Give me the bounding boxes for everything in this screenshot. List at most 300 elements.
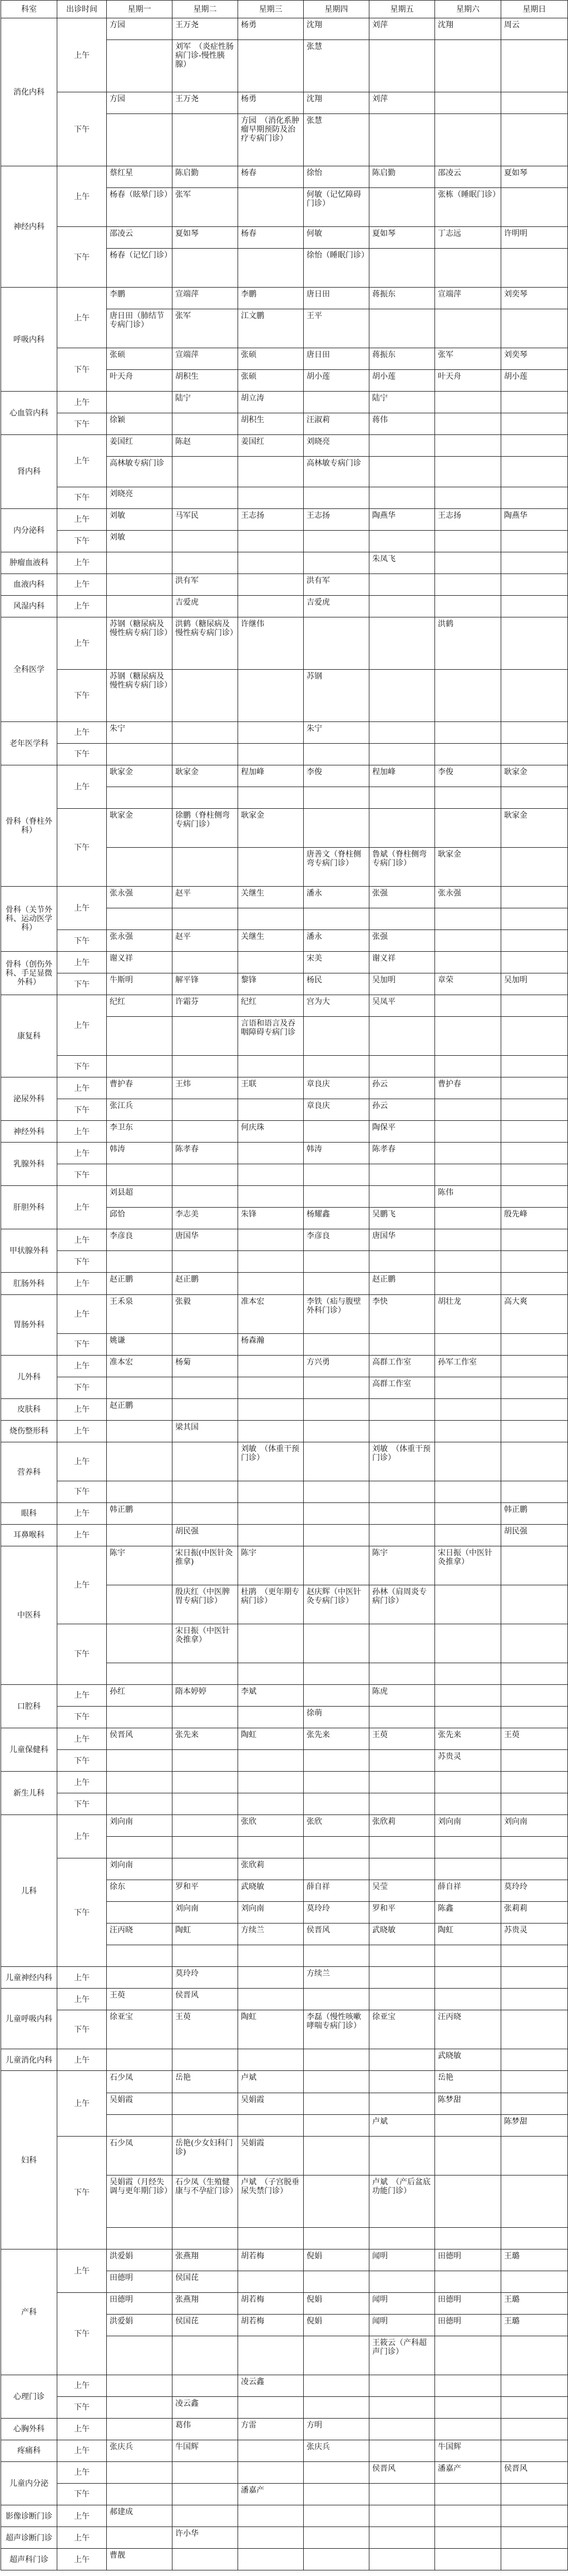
doctor-cell: 牛国辉 — [172, 2440, 238, 2461]
doctor-cell — [501, 413, 568, 435]
doctor-cell: 李彦良 — [107, 1229, 172, 1251]
doctor-cell — [107, 2049, 172, 2071]
doctor-cell — [304, 2175, 369, 2227]
doctor-cell: 苏贵灵 — [435, 1750, 501, 1772]
doctor-cell — [304, 617, 369, 669]
doctor-cell — [238, 1398, 304, 1420]
department-cell: 呼吸内科 — [1, 288, 57, 392]
doctor-cell: 李快 — [369, 1294, 435, 1333]
doctor-cell — [369, 2227, 435, 2249]
department-cell: 肛肠外科 — [1, 1273, 57, 1294]
doctor-cell — [172, 952, 238, 973]
doctor-cell: 侯晋风 — [304, 1924, 369, 1945]
schedule-row — [1, 348, 568, 370]
doctor-cell — [172, 530, 238, 552]
doctor-cell: 倪娟 — [304, 2314, 369, 2336]
doctor-cell — [501, 2527, 568, 2549]
schedule-row — [1, 552, 568, 573]
doctor-cell — [172, 1017, 238, 1056]
doctor-cell: 朱宁 — [304, 721, 369, 743]
department-cell: 超声诊断门诊 — [1, 2527, 57, 2549]
doctor-cell — [369, 2396, 435, 2418]
doctor-cell — [107, 2527, 172, 2549]
session-cell: 上午 — [57, 573, 107, 595]
session-cell: 下午 — [57, 930, 107, 952]
schedule-row — [1, 1121, 568, 1143]
doctor-cell — [107, 1377, 172, 1398]
doctor-cell — [501, 2483, 568, 2505]
doctor-cell — [435, 552, 501, 573]
doctor-cell — [304, 1164, 369, 1186]
doctor-cell — [304, 1420, 369, 1442]
doctor-cell: 杨勇 — [238, 18, 304, 40]
doctor-cell — [435, 1502, 501, 1524]
doctor-cell — [369, 1333, 435, 1355]
doctor-cell — [435, 1772, 501, 1793]
doctor-cell — [501, 886, 568, 908]
department-cell: 心胸外科 — [1, 2418, 57, 2440]
doctor-cell — [304, 552, 369, 573]
doctor-cell: 汪丙晓 — [435, 2010, 501, 2049]
doctor-cell — [435, 930, 501, 952]
doctor-cell: 孙云 — [369, 1099, 435, 1121]
doctor-cell — [501, 1684, 568, 1706]
department-cell: 影像诊断门诊 — [1, 2505, 57, 2527]
department-cell: 耳鼻喉科 — [1, 1524, 57, 1546]
doctor-cell — [304, 2227, 369, 2249]
doctor-cell: 侯国芘 — [172, 2314, 238, 2336]
header-tuesday: 星期二 — [172, 1, 238, 18]
doctor-cell — [238, 847, 304, 886]
doctor-cell — [435, 435, 501, 457]
session-cell: 下午 — [57, 669, 107, 721]
doctor-cell: 葛伟 — [172, 2418, 238, 2440]
doctor-cell: 王禾泉 — [107, 1294, 172, 1333]
doctor-cell — [435, 669, 501, 721]
doctor-cell — [304, 1663, 369, 1684]
doctor-cell: 徐东 — [107, 1880, 172, 1902]
doctor-cell — [369, 2049, 435, 2071]
doctor-cell: 王璐 — [501, 2249, 568, 2271]
doctor-cell — [369, 573, 435, 595]
schedule-row — [1, 2010, 568, 2049]
doctor-cell: 石少凤 — [107, 2136, 172, 2175]
schedule-row — [1, 2505, 568, 2527]
doctor-cell — [304, 2136, 369, 2175]
doctor-cell: 耿家金 — [238, 808, 304, 847]
doctor-cell: 孙军工作室 — [435, 1355, 501, 1377]
doctor-cell — [107, 1017, 172, 1056]
doctor-cell — [501, 1251, 568, 1273]
session-cell: 上午 — [57, 1186, 107, 1229]
header-thursday: 星期四 — [304, 1, 369, 18]
doctor-cell — [435, 530, 501, 552]
session-cell: 下午 — [57, 1750, 107, 1772]
doctor-cell — [501, 1143, 568, 1164]
session-cell: 上午 — [57, 1815, 107, 1858]
session-cell: 下午 — [57, 973, 107, 995]
doctor-cell: 唐日田 — [304, 348, 369, 370]
session-cell: 上午 — [57, 595, 107, 617]
doctor-cell — [501, 2505, 568, 2527]
department-cell: 甲状腺外科 — [1, 1229, 57, 1273]
doctor-cell: 赵正鹏 — [172, 1273, 238, 1294]
doctor-cell — [501, 1858, 568, 1880]
doctor-cell — [107, 1837, 172, 1858]
doctor-cell — [238, 2549, 304, 2570]
doctor-cell: 洪爱娟 — [107, 2314, 172, 2336]
doctor-cell: 方兴勇 — [304, 1355, 369, 1377]
doctor-cell: 王平 — [304, 309, 369, 348]
schedule-row — [1, 1143, 568, 1164]
department-cell: 血液内科 — [1, 573, 57, 595]
doctor-cell — [435, 908, 501, 929]
doctor-cell: 李俊 — [435, 765, 501, 787]
doctor-cell: 潘嘉产 — [435, 2461, 501, 2483]
doctor-cell — [107, 392, 172, 413]
doctor-cell — [107, 1772, 172, 1793]
doctor-cell — [435, 2483, 501, 2505]
doctor-cell — [501, 2227, 568, 2249]
session-cell: 下午 — [57, 2010, 107, 2049]
doctor-cell — [435, 1442, 501, 1481]
session-cell: 下午 — [57, 530, 107, 552]
doctor-cell — [238, 908, 304, 929]
doctor-cell: 陶虹 — [238, 2010, 304, 2049]
doctor-cell: 胡立涛 — [238, 392, 304, 413]
doctor-cell: 张江兵 — [107, 1099, 172, 1121]
doctor-cell — [107, 1663, 172, 1684]
doctor-cell: 杨春（记忆门诊） — [107, 249, 172, 288]
doctor-cell — [304, 1684, 369, 1706]
doctor-cell — [238, 2461, 304, 2483]
schedule-row — [1, 1398, 568, 1420]
doctor-cell: 章良庆 — [304, 1077, 369, 1099]
doctor-cell — [238, 1663, 304, 1684]
doctor-cell — [369, 2440, 435, 2461]
schedule-row — [1, 288, 568, 309]
doctor-cell — [501, 721, 568, 743]
doctor-cell: 李鹏 — [238, 288, 304, 309]
doctor-cell — [107, 2461, 172, 2483]
doctor-cell: 陈梦甜 — [501, 2114, 568, 2136]
doctor-cell: 薛自祥 — [435, 1880, 501, 1902]
doctor-cell — [369, 721, 435, 743]
doctor-cell — [501, 40, 568, 92]
doctor-cell: 吴莹 — [369, 1880, 435, 1902]
doctor-cell — [238, 573, 304, 595]
doctor-cell — [172, 1663, 238, 1684]
department-cell: 康复科 — [1, 995, 57, 1077]
doctor-cell — [501, 669, 568, 721]
doctor-cell — [172, 787, 238, 808]
doctor-cell — [238, 2271, 304, 2292]
session-cell: 上午 — [57, 1967, 107, 1989]
schedule-row — [1, 1967, 568, 1989]
doctor-cell: 刘萍 — [369, 18, 435, 40]
doctor-cell: 卢斌 （产后盆底功能门诊） — [369, 2175, 435, 2227]
doctor-cell: 王志扬 — [304, 508, 369, 530]
doctor-cell — [501, 908, 568, 929]
doctor-cell — [369, 2549, 435, 2570]
schedule-row — [1, 1355, 568, 1377]
schedule-row — [1, 2249, 568, 2271]
doctor-cell — [304, 908, 369, 929]
doctor-cell: 罗和平 — [369, 1902, 435, 1924]
session-cell: 上午 — [57, 2505, 107, 2527]
schedule-row — [1, 1186, 568, 1208]
doctor-cell — [107, 1945, 172, 1967]
doctor-cell: 杨春 — [238, 166, 304, 188]
doctor-cell — [435, 1143, 501, 1164]
doctor-cell: 胡若梅 — [238, 2314, 304, 2336]
doctor-cell — [238, 1750, 304, 1772]
doctor-cell — [238, 1251, 304, 1273]
doctor-cell — [238, 1420, 304, 1442]
doctor-cell: 王志扬 — [435, 508, 501, 530]
doctor-cell: 宋美 — [304, 952, 369, 973]
doctor-cell — [238, 188, 304, 227]
schedule-row — [1, 1772, 568, 1793]
doctor-cell — [435, 1420, 501, 1442]
doctor-cell — [238, 1524, 304, 1546]
doctor-cell — [501, 1945, 568, 1967]
doctor-cell: 王萸 — [172, 2010, 238, 2049]
doctor-cell: 徐怡 — [304, 166, 369, 188]
doctor-cell — [435, 1164, 501, 1186]
doctor-cell — [435, 2396, 501, 2418]
doctor-cell — [369, 1989, 435, 2010]
doctor-cell — [435, 1945, 501, 1967]
doctor-cell — [501, 1967, 568, 1989]
schedule-row — [1, 1420, 568, 1442]
session-cell: 上午 — [57, 552, 107, 573]
doctor-cell — [304, 1524, 369, 1546]
doctor-cell: 吴娟霞 — [107, 2093, 172, 2114]
department-cell: 老年医学科 — [1, 721, 57, 765]
doctor-cell: 曹护春 — [435, 1077, 501, 1099]
doctor-cell: 陈启勤 — [172, 166, 238, 188]
doctor-cell — [369, 1502, 435, 1524]
session-cell: 上午 — [57, 2440, 107, 2461]
doctor-cell — [501, 787, 568, 808]
doctor-cell: 张庆兵 — [107, 2440, 172, 2461]
doctor-cell: 洪有军 — [172, 573, 238, 595]
doctor-cell — [107, 743, 172, 765]
doctor-cell: 准本宏 — [238, 1294, 304, 1333]
session-cell: 上午 — [57, 1398, 107, 1420]
doctor-cell: 夏如琴 — [501, 166, 568, 188]
doctor-cell: 邱恰 — [107, 1208, 172, 1229]
doctor-cell — [107, 1481, 172, 1502]
doctor-cell: 苏钢 — [304, 669, 369, 721]
doctor-cell: 蒋伟 — [369, 413, 435, 435]
doctor-cell: 莫玲玲 — [304, 1902, 369, 1924]
schedule-row — [1, 617, 568, 669]
doctor-cell — [238, 2049, 304, 2071]
schedule-row — [1, 1294, 568, 1333]
doctor-cell — [304, 2271, 369, 2292]
doctor-cell — [304, 2527, 369, 2549]
doctor-cell — [435, 808, 501, 847]
doctor-cell: 杨勇 — [238, 92, 304, 114]
doctor-cell: 方园 — [107, 92, 172, 114]
doctor-cell: 韩正鹏 — [107, 1502, 172, 1524]
doctor-cell — [304, 1377, 369, 1398]
doctor-cell: 谢义祥 — [107, 952, 172, 973]
department-cell: 中医科 — [1, 1546, 57, 1684]
doctor-cell — [304, 787, 369, 808]
doctor-cell — [107, 2418, 172, 2440]
doctor-cell — [172, 1121, 238, 1143]
doctor-cell — [369, 1251, 435, 1273]
doctor-cell: 胡小莲 — [501, 370, 568, 392]
department-cell: 超声科门诊 — [1, 2549, 57, 2570]
doctor-cell — [304, 530, 369, 552]
doctor-cell: 杨春 — [238, 227, 304, 249]
doctor-cell — [501, 1442, 568, 1481]
department-cell: 全科医学 — [1, 617, 57, 721]
doctor-cell — [238, 2527, 304, 2549]
schedule-row — [1, 227, 568, 249]
doctor-cell: 李鹏 — [107, 288, 172, 309]
schedule-row — [1, 2071, 568, 2093]
doctor-cell — [172, 1377, 238, 1398]
doctor-cell — [238, 669, 304, 721]
doctor-cell: 田德明 — [435, 2249, 501, 2271]
doctor-cell: 张军 — [172, 188, 238, 227]
doctor-cell: 言语和语言及吞咽障碍专病门诊 — [238, 1017, 304, 1056]
doctor-cell: 方续兰 — [238, 1924, 304, 1945]
doctor-cell — [501, 1706, 568, 1728]
doctor-cell: 解平锋 — [172, 973, 238, 995]
doctor-cell — [238, 552, 304, 573]
session-cell: 上午 — [57, 1121, 107, 1143]
department-cell: 儿童内分泌 — [1, 2461, 57, 2505]
doctor-cell — [501, 2071, 568, 2093]
session-cell: 下午 — [57, 1624, 107, 1684]
doctor-cell: 苏钢（糖尿病及慢性病专病门诊） — [107, 669, 172, 721]
doctor-cell — [435, 1793, 501, 1815]
doctor-cell: 杜鹃 （更年期专病门诊） — [238, 1585, 304, 1624]
doctor-cell — [501, 1355, 568, 1377]
doctor-cell — [172, 2549, 238, 2570]
doctor-cell — [304, 1017, 369, 1056]
doctor-cell — [107, 1585, 172, 1624]
schedule-row — [1, 973, 568, 995]
schedule-row — [1, 1056, 568, 1077]
doctor-cell — [501, 2336, 568, 2375]
header-dept: 科室 — [1, 1, 57, 18]
doctor-cell: 陈梦甜 — [435, 2093, 501, 2114]
doctor-cell — [435, 1858, 501, 1880]
schedule-row — [1, 2440, 568, 2461]
doctor-cell — [435, 2227, 501, 2249]
session-cell: 上午 — [57, 1772, 107, 1793]
doctor-cell: 徐萌 — [304, 1706, 369, 1728]
doctor-cell — [172, 2461, 238, 2483]
doctor-cell — [172, 2093, 238, 2114]
doctor-cell — [304, 1502, 369, 1524]
doctor-cell: 刘晓亮 — [304, 435, 369, 457]
session-cell: 下午 — [57, 1706, 107, 1728]
doctor-cell — [435, 2336, 501, 2375]
session-cell: 上午 — [57, 2527, 107, 2549]
session-cell: 上午 — [57, 2418, 107, 2440]
session-cell: 上午 — [57, 1143, 107, 1164]
doctor-cell: 陶燕华 — [369, 508, 435, 530]
doctor-cell: 刘向南 — [238, 1902, 304, 1924]
doctor-cell: 李铁（疝与腹壁外科门诊） — [304, 1294, 369, 1333]
doctor-cell: 曹靓 — [107, 2549, 172, 2570]
session-cell: 下午 — [57, 2292, 107, 2375]
doctor-cell — [501, 552, 568, 573]
doctor-cell: 许明明 — [501, 227, 568, 249]
doctor-cell — [304, 1624, 369, 1663]
doctor-cell — [238, 1502, 304, 1524]
doctor-cell — [172, 1481, 238, 1502]
doctor-cell — [107, 847, 172, 886]
doctor-cell: 张燕翔 — [172, 2292, 238, 2314]
session-cell: 上午 — [57, 392, 107, 413]
doctor-cell — [172, 1333, 238, 1355]
doctor-cell: 方园 （消化系肿瘤早期预防及治疗专病门诊） — [238, 114, 304, 166]
session-cell: 下午 — [57, 1099, 107, 1121]
doctor-cell: 陈宇 — [107, 1546, 172, 1585]
doctor-cell — [172, 1858, 238, 1880]
doctor-cell: 胡小莲 — [304, 370, 369, 392]
doctor-cell — [369, 2136, 435, 2175]
doctor-cell: 张强 — [369, 930, 435, 952]
doctor-cell: 郝建成 — [107, 2505, 172, 2527]
doctor-cell — [238, 2227, 304, 2249]
doctor-cell: 牛斯明 — [107, 973, 172, 995]
doctor-cell — [435, 595, 501, 617]
doctor-cell — [369, 1164, 435, 1186]
doctor-cell: 张硕 — [238, 370, 304, 392]
doctor-cell — [369, 595, 435, 617]
session-cell: 上午 — [57, 721, 107, 743]
doctor-cell — [435, 40, 501, 92]
doctor-cell — [369, 457, 435, 487]
doctor-cell — [369, 1858, 435, 1880]
doctor-cell: 陈孝春 — [172, 1143, 238, 1164]
doctor-cell — [369, 1017, 435, 1056]
doctor-cell: 张欣 — [304, 1815, 369, 1837]
doctor-cell — [435, 2505, 501, 2527]
doctor-cell: 陆宁 — [369, 392, 435, 413]
session-cell: 上午 — [57, 2549, 107, 2570]
doctor-cell — [369, 1837, 435, 1858]
doctor-cell: 陈伟 — [435, 1186, 501, 1208]
doctor-cell: 王萸 — [501, 1728, 568, 1750]
doctor-cell — [107, 1420, 172, 1442]
doctor-cell: 王萸 — [369, 1728, 435, 1750]
doctor-cell: 陶虹 — [172, 1924, 238, 1945]
doctor-cell — [501, 2136, 568, 2175]
schedule-row — [1, 2375, 568, 2396]
doctor-cell: 张先来 — [435, 1728, 501, 1750]
doctor-cell — [172, 1793, 238, 1815]
doctor-cell: 宣端萍 — [172, 348, 238, 370]
doctor-cell — [369, 1398, 435, 1420]
doctor-cell: 倪娟 — [304, 2249, 369, 2271]
doctor-cell: 王筱云（产科超声门诊） — [369, 2336, 435, 2375]
doctor-cell — [304, 2549, 369, 2570]
doctor-cell — [238, 787, 304, 808]
session-cell: 上午 — [57, 2249, 107, 2292]
doctor-cell: 耿家金 — [107, 765, 172, 787]
